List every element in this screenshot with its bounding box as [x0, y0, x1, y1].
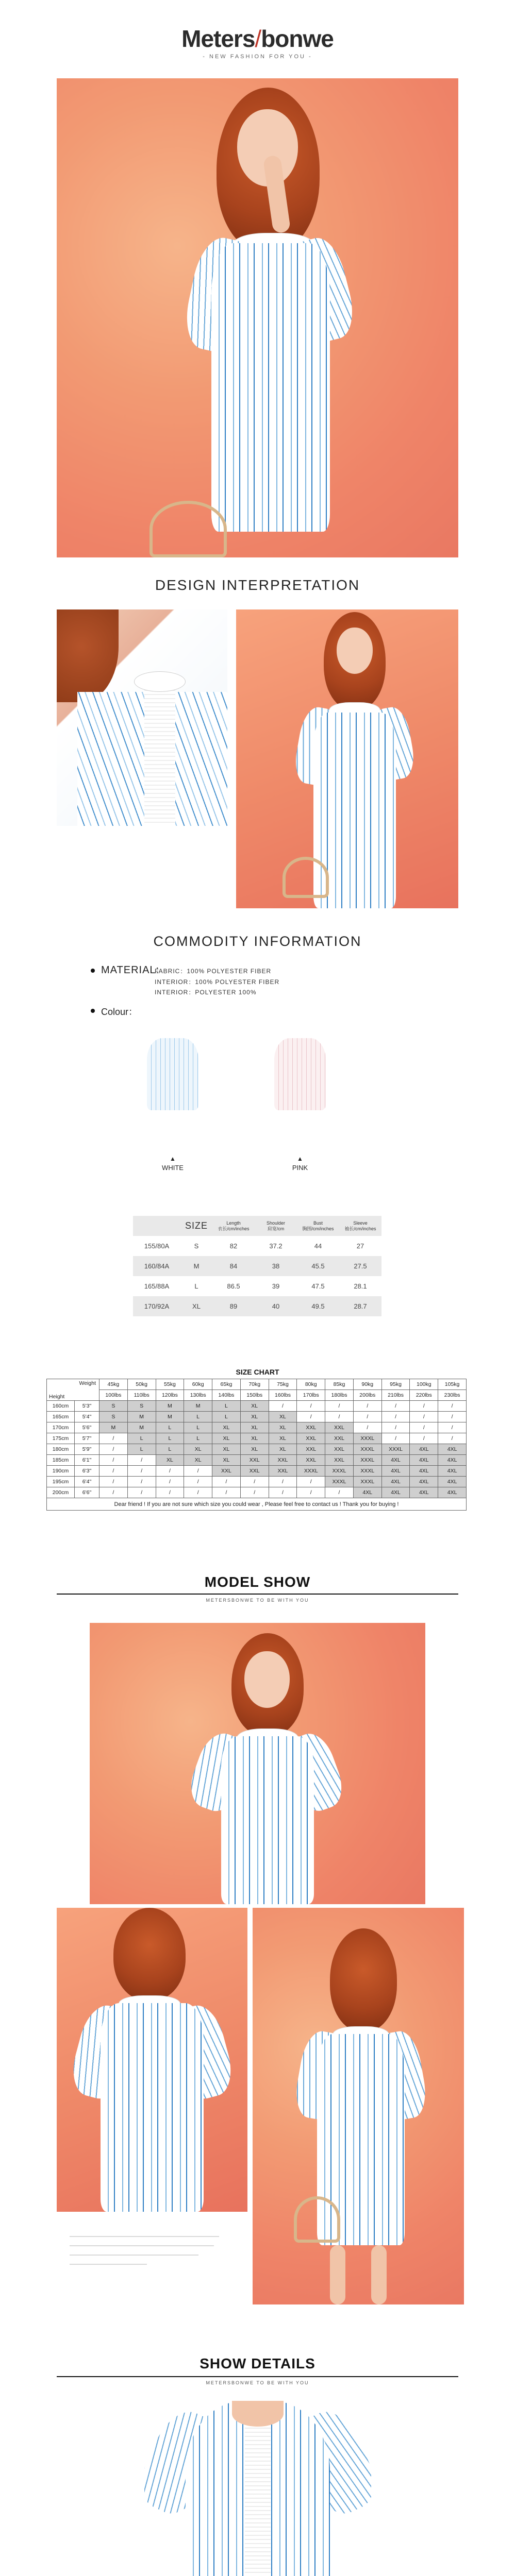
size-chart-note-row	[47, 1498, 467, 1511]
size-chart-weight-kg: 55kg	[156, 1379, 184, 1390]
size-chart-weight-lbs: 130lbs	[184, 1390, 212, 1401]
size-chart-cell: S	[99, 1412, 128, 1422]
measurement-header-shoulder	[255, 1216, 297, 1236]
size-chart-cell: /	[212, 1487, 241, 1498]
size-chart-cell: XL	[269, 1433, 297, 1444]
size-chart-weight-lbs: 110lbs	[127, 1390, 156, 1401]
size-chart-height-ft: 5'9"	[75, 1444, 99, 1455]
size-chart-cell: XXXL	[353, 1466, 381, 1477]
size-chart-height-ft: 5'7"	[75, 1433, 99, 1444]
size-chart-cell: 4XL	[410, 1487, 438, 1498]
size-chart-cell: 4XL	[353, 1487, 381, 1498]
size-chart-cell: /	[184, 1466, 212, 1477]
size-chart-cell: L	[127, 1444, 156, 1455]
model-show-photo-1	[90, 1623, 425, 1904]
size-chart-weight-lbs: 180lbs	[325, 1390, 354, 1401]
size-chart-cell: L	[184, 1422, 212, 1433]
size-chart-cell: XXL	[240, 1466, 269, 1477]
size-chart-weight-kg: 80kg	[297, 1379, 325, 1390]
measurement-cell: 39	[272, 1282, 280, 1290]
material-fabric: FABRIC：100% POLYESTER FIBER	[155, 968, 272, 975]
size-chart-cell: 4XL	[438, 1487, 467, 1498]
size-chart-cell: /	[127, 1477, 156, 1487]
size-chart-cell: /	[156, 1466, 184, 1477]
model-show-photo-2	[57, 1908, 247, 2212]
swatch-white-label: WHITE	[162, 1164, 184, 1172]
size-chart-cell: 4XL	[410, 1444, 438, 1455]
size-chart-weight-lbs: 220lbs	[410, 1390, 438, 1401]
size-chart-cell: XXXL	[297, 1466, 325, 1477]
model-show-title: MODEL SHOW	[204, 1574, 311, 1590]
size-chart-weight-kg: 90kg	[353, 1379, 381, 1390]
size-chart-cell: XXL	[269, 1466, 297, 1477]
size-chart-weight-kg: 75kg	[269, 1379, 297, 1390]
measurement-header-row	[133, 1216, 381, 1236]
size-chart-cell: /	[438, 1433, 467, 1444]
measurement-header-bust-sub: 胸围/cm/inches	[302, 1226, 334, 1231]
size-chart-cell: XL	[240, 1444, 269, 1455]
size-chart-cell: /	[269, 1487, 297, 1498]
measurement-cell: 84	[212, 1256, 255, 1276]
size-chart-cell: /	[438, 1422, 467, 1433]
size-chart-row	[47, 1444, 467, 1455]
size-chart-weight-lbs: 170lbs	[297, 1390, 325, 1401]
size-chart-cell: /	[156, 1477, 184, 1487]
size-chart-cell: /	[184, 1477, 212, 1487]
size-chart-weight-kg: 60kg	[184, 1379, 212, 1390]
size-chart-height-ft: 6'4"	[75, 1477, 99, 1487]
size-chart-weight-kg: 100kg	[410, 1379, 438, 1390]
measurement-header-length-title: Length	[226, 1220, 241, 1226]
size-chart-height-ft: 6'6"	[75, 1487, 99, 1498]
size-chart-cell: M	[127, 1412, 156, 1422]
size-chart-cell: /	[99, 1477, 128, 1487]
hero-photo	[57, 78, 458, 557]
size-chart-cell: XL	[212, 1433, 241, 1444]
size-chart-row	[47, 1477, 467, 1487]
size-chart-height-cm: 185cm	[47, 1455, 75, 1466]
size-chart-cell: /	[353, 1412, 381, 1422]
measurement-cell: 82	[229, 1242, 238, 1250]
material-interior-2: INTERIOR：POLYESTER 100%	[155, 989, 257, 996]
size-chart-weight-lbs: 210lbs	[381, 1390, 410, 1401]
size-chart-weight-kg: 65kg	[212, 1379, 241, 1390]
size-chart-cell: /	[269, 1401, 297, 1412]
size-chart-weight-kg: 85kg	[325, 1379, 354, 1390]
size-chart-cell: XXL	[297, 1444, 325, 1455]
size-chart-cell: /	[438, 1401, 467, 1412]
size-chart-weight-lbs: 140lbs	[212, 1390, 241, 1401]
size-chart-cell: XXXL	[381, 1444, 410, 1455]
size-chart-height-cm: 195cm	[47, 1477, 75, 1487]
size-chart-cell: /	[381, 1433, 410, 1444]
size-chart-weight-lbs: 160lbs	[269, 1390, 297, 1401]
swatch-white[interactable]	[139, 1038, 206, 1182]
size-chart-weight-lbs: 150lbs	[240, 1390, 269, 1401]
measurement-cell: 45.5	[297, 1256, 339, 1276]
measurement-cell: 89	[212, 1296, 255, 1316]
size-chart-cell: S	[99, 1401, 128, 1412]
size-chart-height-cm: 170cm	[47, 1422, 75, 1433]
size-chart-height-ft: 5'4"	[75, 1412, 99, 1422]
size-chart-cell: XXL	[297, 1422, 325, 1433]
size-chart-cell: L	[212, 1412, 241, 1422]
size-chart-height-cm: 190cm	[47, 1466, 75, 1477]
measurement-cell: 44	[314, 1242, 322, 1250]
size-chart-height-ft: 6'1"	[75, 1455, 99, 1466]
measurement-cell: 37.2	[269, 1242, 283, 1250]
colour-bullet	[91, 1009, 95, 1013]
size-chart-cell: XL	[184, 1455, 212, 1466]
model-show-rule	[57, 1594, 458, 1595]
brand-name-right: bonwe	[261, 25, 334, 52]
size-chart-lbs-row	[47, 1390, 467, 1401]
size-chart-weight-lbs: 100lbs	[99, 1390, 128, 1401]
size-chart-height-cm: 180cm	[47, 1444, 75, 1455]
design-closeup-photo	[57, 609, 227, 826]
size-chart-weight-row	[47, 1379, 467, 1390]
size-chart-weight-kg: 105kg	[438, 1379, 467, 1390]
size-chart-cell: /	[99, 1455, 128, 1466]
size-chart-cell: 4XL	[438, 1455, 467, 1466]
measurement-header-sleeve	[339, 1216, 381, 1236]
size-chart-cell: 4XL	[381, 1487, 410, 1498]
size-chart-row	[47, 1487, 467, 1498]
measurement-cell: 86.5	[227, 1282, 240, 1290]
size-chart-height-ft: 6'3"	[75, 1466, 99, 1477]
size-chart-cell: /	[240, 1477, 269, 1487]
size-chart-cell: /	[297, 1477, 325, 1487]
size-chart-corner	[47, 1379, 99, 1401]
size-chart-cell: XXL	[269, 1455, 297, 1466]
size-chart-height-cm: 175cm	[47, 1433, 75, 1444]
size-chart-cell: /	[410, 1422, 438, 1433]
brand-tagline: - NEW FASHION FOR YOU -	[203, 54, 312, 60]
size-chart-cell: XXL	[297, 1455, 325, 1466]
size-chart-cell: 4XL	[410, 1455, 438, 1466]
size-chart-cell: XL	[240, 1433, 269, 1444]
size-chart-cell: XL	[156, 1455, 184, 1466]
size-chart-cell: /	[325, 1487, 354, 1498]
size-chart-cell: XL	[269, 1422, 297, 1433]
size-chart-cell: XL	[269, 1412, 297, 1422]
size-chart-cell: 4XL	[438, 1444, 467, 1455]
size-chart-cell: L	[127, 1433, 156, 1444]
size-chart-cell: /	[127, 1455, 156, 1466]
size-chart-note: Dear friend ! If you are not sure which size you could wear , Please feel free to contact us ! Thank you for buying !	[47, 1498, 467, 1511]
material-interior-1: INTERIOR：100% POLYESTER FIBER	[155, 978, 280, 986]
show-details-photo	[144, 2401, 371, 2576]
swatch-pink-dress-icon	[274, 1038, 326, 1110]
size-chart-cell: /	[127, 1487, 156, 1498]
size-chart-cell: /	[99, 1466, 128, 1477]
size-chart-cell: /	[410, 1401, 438, 1412]
measurement-cell: 38	[255, 1256, 297, 1276]
measurement-row	[133, 1296, 381, 1316]
size-chart-cell: /	[297, 1412, 325, 1422]
size-chart-cell: M	[184, 1401, 212, 1412]
size-chart-cell: XXXL	[325, 1477, 354, 1487]
size-chart-weight-kg: 50kg	[127, 1379, 156, 1390]
size-chart-weight-lbs: 200lbs	[353, 1390, 381, 1401]
measurement-cell: 28.7	[339, 1296, 381, 1316]
size-chart-cell: L	[156, 1422, 184, 1433]
size-chart-cell: M	[156, 1401, 184, 1412]
size-chart-height-cm: 200cm	[47, 1487, 75, 1498]
size-chart-cell: XL	[240, 1422, 269, 1433]
size-chart-weight-lbs: 230lbs	[438, 1390, 467, 1401]
size-chart-cell: /	[99, 1444, 128, 1455]
size-chart-cell: XXL	[240, 1455, 269, 1466]
size-chart-row	[47, 1466, 467, 1477]
size-chart-cell: /	[381, 1422, 410, 1433]
size-chart-cell: /	[240, 1487, 269, 1498]
size-chart-cell: 4XL	[381, 1466, 410, 1477]
size-chart-cell: /	[381, 1412, 410, 1422]
size-chart-row	[47, 1455, 467, 1466]
brand-logo[interactable]	[0, 25, 515, 53]
size-chart-cell: XXL	[325, 1444, 354, 1455]
size-chart-cell: /	[156, 1487, 184, 1498]
size-chart-corner-height: Height	[49, 1394, 65, 1400]
size-chart-cell: XXL	[325, 1422, 354, 1433]
swatch-pink-label: PINK	[292, 1164, 308, 1172]
size-chart-cell: /	[269, 1477, 297, 1487]
size-chart-cell: /	[99, 1487, 128, 1498]
measurement-cell: 28.1	[354, 1282, 367, 1290]
brand-name-left: Meters	[181, 25, 255, 52]
size-chart-cell: /	[353, 1401, 381, 1412]
size-chart-cell: L	[156, 1433, 184, 1444]
measurement-cell: 27	[356, 1242, 364, 1250]
measurement-header-bust-title: Bust	[313, 1220, 323, 1226]
measurement-header-shoulder-sub: 肩宽/cm	[267, 1226, 285, 1231]
size-chart-cell: XXL	[212, 1466, 241, 1477]
measurement-header-bust	[297, 1216, 339, 1236]
swatch-pink-arrow-icon: ▲	[297, 1155, 303, 1162]
design-title: DESIGN INTERPRETATION	[155, 577, 360, 593]
size-chart-cell: XXL	[325, 1433, 354, 1444]
size-chart-cell: /	[325, 1412, 354, 1422]
size-chart-cell: M	[127, 1422, 156, 1433]
size-chart-cell: /	[381, 1401, 410, 1412]
measurement-header-length-sub: 衣长/cm/inches	[218, 1226, 250, 1231]
size-chart-cell: /	[99, 1433, 128, 1444]
size-chart-weight-kg: 70kg	[240, 1379, 269, 1390]
size-chart-weight-kg: 45kg	[99, 1379, 128, 1390]
size-chart-corner-weight: Weight	[79, 1380, 96, 1386]
swatch-white-dress-icon	[147, 1038, 198, 1110]
measurement-cell: 165/88A	[144, 1282, 170, 1290]
size-chart-cell: XXL	[325, 1455, 354, 1466]
size-chart-cell: XXXL	[353, 1444, 381, 1455]
size-chart-cell: XXXL	[353, 1477, 381, 1487]
material-label: MATERIAL:	[101, 964, 160, 976]
size-chart-cell: /	[353, 1422, 381, 1433]
size-chart-cell: XL	[212, 1444, 241, 1455]
size-chart-row	[47, 1433, 467, 1444]
measurement-cell: XL	[180, 1296, 212, 1316]
size-chart-cell: L	[184, 1433, 212, 1444]
size-chart-cell: L	[212, 1401, 241, 1412]
measurement-header-sleeve-title: Sleeve	[353, 1220, 368, 1226]
size-chart-cell: XXXL	[325, 1466, 354, 1477]
measurement-header-length	[212, 1216, 255, 1236]
size-chart-cell: 4XL	[438, 1466, 467, 1477]
size-chart-cell: /	[212, 1477, 241, 1487]
size-chart-cell: /	[410, 1412, 438, 1422]
measurement-row	[133, 1236, 381, 1256]
size-chart-weight-lbs: 120lbs	[156, 1390, 184, 1401]
size-chart-table	[46, 1379, 467, 1511]
size-chart-cell: 4XL	[438, 1477, 467, 1487]
swatch-white-arrow-icon: ▲	[170, 1155, 176, 1162]
size-chart-cell: XL	[212, 1455, 241, 1466]
size-chart-cell: XXL	[297, 1433, 325, 1444]
measurement-cell: 170/92A	[133, 1296, 180, 1316]
brand-slash: /	[255, 25, 261, 52]
size-chart-cell: XL	[240, 1412, 269, 1422]
size-chart-height-ft: 5'6"	[75, 1422, 99, 1433]
size-chart-cell: /	[297, 1487, 325, 1498]
size-chart-cell: XL	[212, 1422, 241, 1433]
size-chart-cell: M	[156, 1412, 184, 1422]
measurement-header-blank	[133, 1216, 180, 1236]
measurement-cell: M	[180, 1256, 212, 1276]
measurement-cell: 47.5	[311, 1282, 325, 1290]
measurement-cell: 155/80A	[144, 1242, 170, 1250]
measurement-cell: 160/84A	[133, 1256, 180, 1276]
size-chart-cell: /	[297, 1401, 325, 1412]
size-chart-cell: 4XL	[410, 1466, 438, 1477]
size-chart-title: SIZE CHART	[236, 1368, 279, 1376]
material-bullet	[91, 969, 95, 973]
size-chart-row	[47, 1401, 467, 1412]
show-details-subtitle: METERSBONWE TO BE WITH YOU	[206, 2380, 309, 2385]
model-show-photo-3	[253, 1908, 464, 2304]
size-chart-height-cm: 165cm	[47, 1412, 75, 1422]
size-chart-cell: XL	[184, 1444, 212, 1455]
show-details-rule	[57, 2376, 458, 2377]
size-chart-height-ft: 5'3"	[75, 1401, 99, 1412]
size-chart-weight-kg: 95kg	[381, 1379, 410, 1390]
size-chart-cell: /	[127, 1466, 156, 1477]
measurement-cell: 27.5	[339, 1256, 381, 1276]
model-show-subtitle: METERSBONWE TO BE WITH YOU	[206, 1598, 309, 1603]
size-chart-cell: S	[127, 1401, 156, 1412]
measurement-cell: 49.5	[297, 1296, 339, 1316]
measurement-row	[133, 1256, 381, 1276]
size-chart-cell: 4XL	[381, 1455, 410, 1466]
size-chart-cell: XXXL	[353, 1433, 381, 1444]
size-chart-height-cm: 160cm	[47, 1401, 75, 1412]
size-chart-cell: /	[438, 1412, 467, 1422]
size-chart-cell: L	[156, 1444, 184, 1455]
show-details-title: SHOW DETAILS	[200, 2355, 315, 2371]
measurement-cell: L	[194, 1282, 198, 1290]
size-chart-cell: 4XL	[410, 1477, 438, 1487]
size-chart-cell: L	[184, 1412, 212, 1422]
swatch-pink[interactable]	[267, 1038, 334, 1182]
size-chart-cell: M	[99, 1422, 128, 1433]
design-fullbody-photo	[236, 609, 458, 908]
size-chart-cell: XXXL	[353, 1455, 381, 1466]
size-chart-row	[47, 1412, 467, 1422]
colour-label: Colour：	[101, 1007, 138, 1017]
size-chart-cell: XL	[269, 1444, 297, 1455]
size-chart-cell: /	[410, 1433, 438, 1444]
measurement-table	[133, 1216, 381, 1316]
measurement-header-shoulder-title: Shoulder	[266, 1220, 286, 1226]
size-chart-cell: /	[325, 1401, 354, 1412]
size-chart-cell: 4XL	[381, 1477, 410, 1487]
measurement-cell: 40	[255, 1296, 297, 1316]
model-show-caption-placeholder	[70, 2236, 219, 2273]
measurement-cell: S	[194, 1242, 199, 1250]
size-chart-row	[47, 1422, 467, 1433]
measurement-header-size: SIZE	[180, 1216, 212, 1236]
measurement-row	[133, 1276, 381, 1296]
size-chart-cell: XL	[240, 1401, 269, 1412]
size-chart-cell: /	[184, 1487, 212, 1498]
commodity-title: COMMODITY INFORMATION	[153, 934, 362, 949]
measurement-header-sleeve-sub: 袖长/cm/inches	[344, 1226, 376, 1231]
